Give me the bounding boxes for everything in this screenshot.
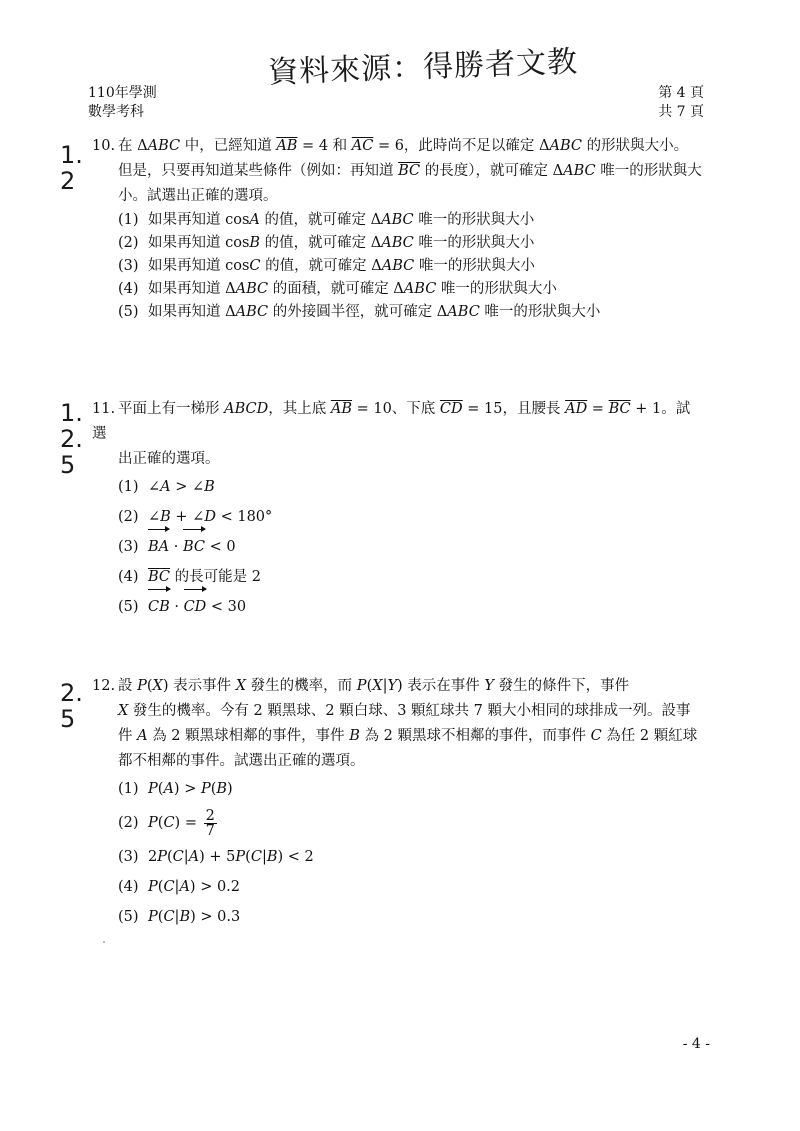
option: (2) 如果再知道 cosB 的值，就可確定 ΔABC 唯一的形狀與大小: [118, 235, 535, 251]
question-12: [92, 674, 704, 932]
option: (5) P(C|B) > 0.3: [118, 909, 241, 925]
option: (4) P(C|A) > 0.2: [118, 879, 241, 895]
option: (5) CB · CD < 30: [92, 592, 704, 622]
option: (4) 如果再知道 ΔABC 的面積，就可確定 ΔABC 唯一的形狀與大小: [118, 281, 557, 297]
option: (3) BA · BC < 0: [92, 532, 704, 562]
option: (4) $\overline{BC}$ 的長可能是 2: [118, 569, 261, 585]
option: (2) P(C) = $\frac{2}{7}$: [118, 807, 215, 839]
question-number: 10.: [92, 138, 116, 154]
page-label: 第 4 頁: [658, 85, 704, 101]
page-number: - 4 -: [682, 1036, 710, 1052]
question-11: [92, 397, 704, 622]
question-number: 11.: [92, 401, 116, 417]
total-pages-label: 共 7 頁: [658, 104, 704, 120]
question-10: [92, 134, 704, 324]
handwritten-source-note: 資料來源：得勝者文教: [267, 44, 579, 91]
option: (1) P(A) > P(B): [118, 781, 233, 797]
handwritten-answer-q11: 1. 2. 5: [60, 399, 83, 479]
question-11-stem: 11. 平面上有一梯形 ABCD，其上底 $\overline{AB} = 10$、下底 $\overline{CD} = 15$，且腰長 $\overline{AD} = \overline{BC} + 1$。試選 出正確的選項。: [92, 397, 704, 472]
option: (3) 如果再知道 cosC 的值，就可確定 ΔABC 唯一的形狀與大小: [118, 258, 535, 274]
header-left: [88, 84, 157, 122]
question-12-stem: 12. 設 P(X) 表示事件 X 發生的機率，而 P(X|Y) 表示在事件 Y 發生的條件下，事件 X 發生的機率。今有 2 顆黑球、2 顆白球、3 顆紅球共 7 顆大小相同的球排成一列。設事件 A 為 2 顆黑球相鄰的事件，事件 B 為 2 顆黑球不相鄰的事件，而事件 C 為任 2 顆紅球都不相鄰的事件。試選出正確的選項。: [92, 674, 704, 774]
handwritten-answer-q12: 2. 5: [60, 679, 83, 733]
header-right: [658, 84, 704, 122]
option: (3) 2P(C|A) + 5P(C|B) < 2: [118, 849, 314, 865]
option: (5) 如果再知道 ΔABC 的外接圓半徑，就可確定 ΔABC 唯一的形狀與大小: [118, 304, 601, 320]
handwritten-answer-q10: 1. 2: [60, 141, 83, 195]
subject-name: 數學考科: [88, 104, 144, 120]
question-10-stem: 10. 在 ΔABC 中，已經知道 $\overline{AB} = 4$ 和 $\overline{AC} = 6$，此時尚不足以確定 ΔABC 的形狀與大小。 但是，只要再知道某些條件（例如：再知道 $\overline{BC}$ 的長度），就可確定 ΔABC 唯一的形狀與大小。試選出正確的選項。: [92, 134, 704, 209]
option: (2) ∠B + ∠D < 180°: [118, 509, 273, 525]
option: (1) ∠A > ∠B: [118, 479, 215, 495]
speck: [103, 941, 105, 943]
option: (1) 如果再知道 cosA 的值，就可確定 ΔABC 唯一的形狀與大小: [118, 212, 535, 228]
question-number: 12.: [92, 678, 116, 694]
exam-year: 110年學測: [88, 85, 157, 101]
